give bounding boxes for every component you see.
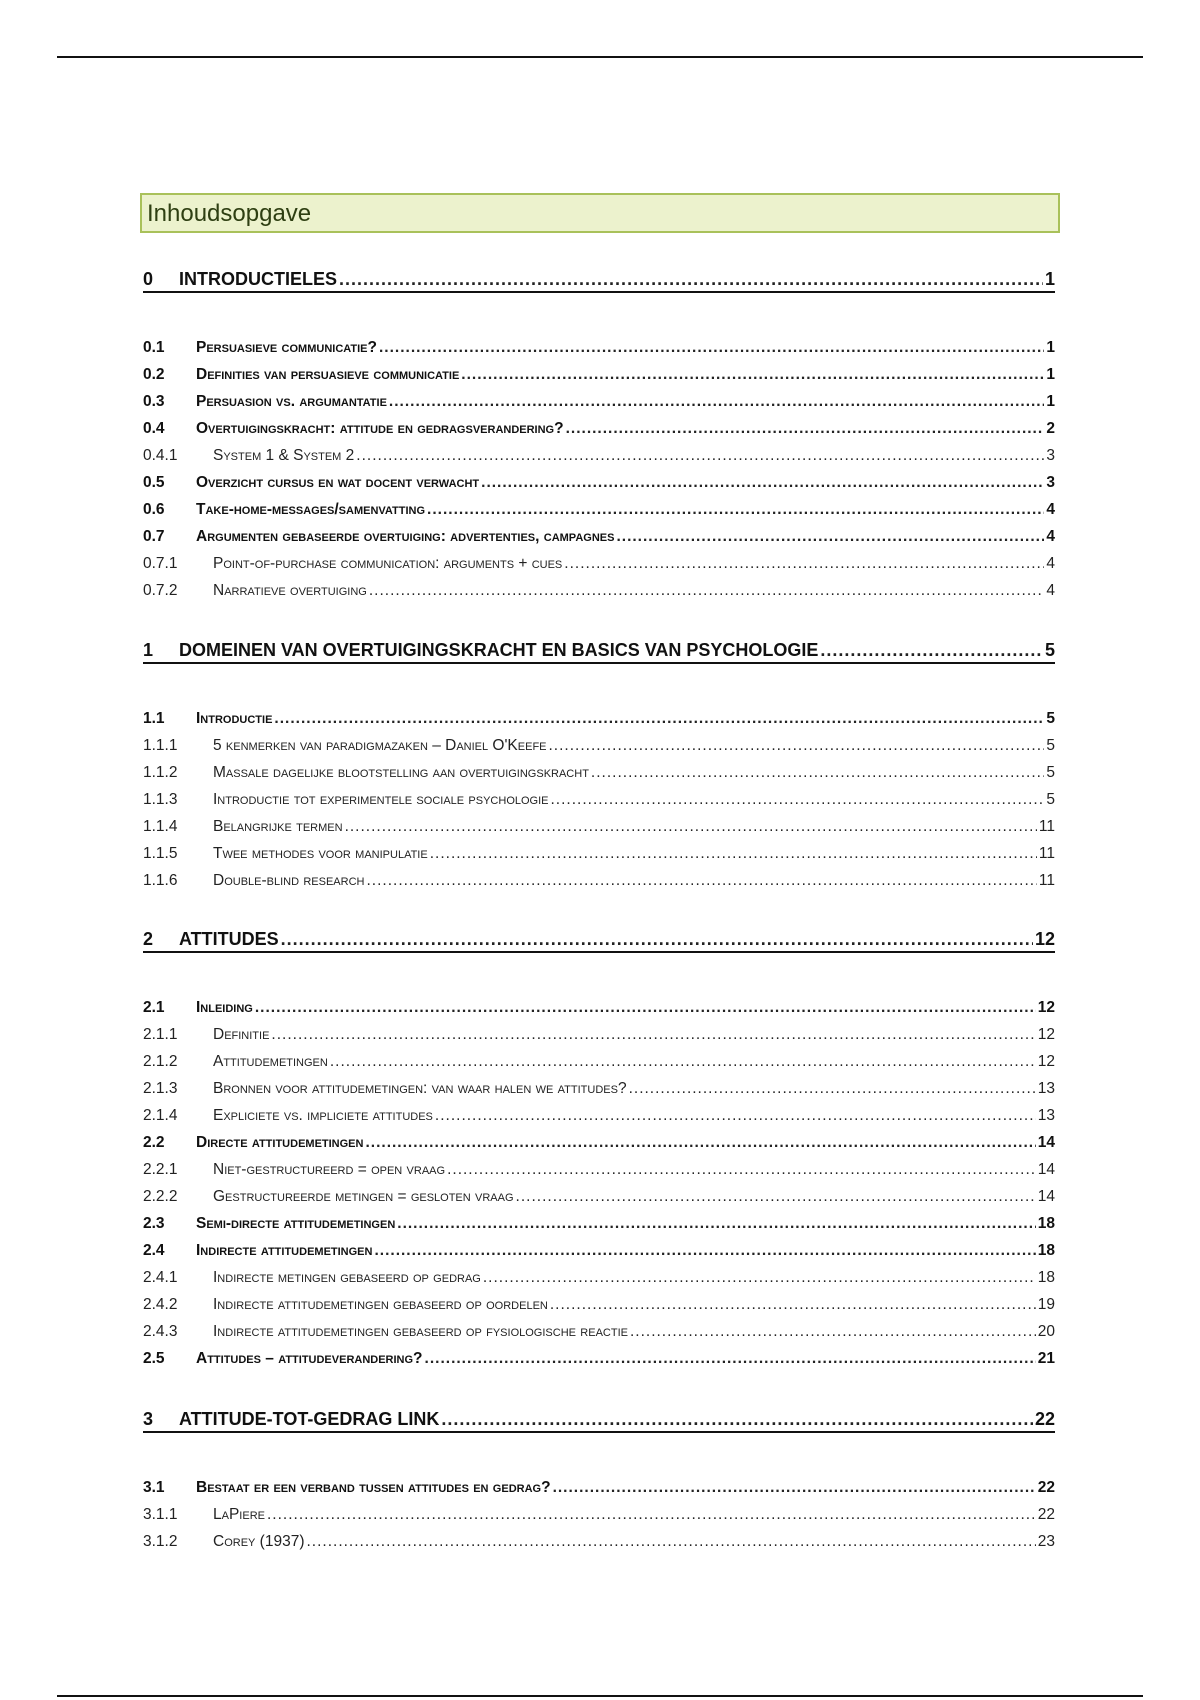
toc-entry[interactable] [143,1024,1055,1046]
toc-entry-page: 4 [1046,555,1055,572]
toc-entry-number: 2.4.3 [143,1323,178,1340]
toc-dot-leader [306,1531,1035,1553]
toc-dot-leader [330,1051,1036,1073]
toc-entry-page: 1 [1044,269,1055,289]
toc-entry-label: Overtuigingskracht: attitude en gedragsverandering? [196,420,564,437]
toc-dot-leader [566,418,1045,440]
toc-entry-page: 22 [1034,1409,1055,1429]
toc-entry-number: 2.2.2 [143,1188,178,1205]
toc-dot-leader [591,762,1044,784]
toc-dot-leader [430,843,1037,865]
toc-entry-page: 11 [1038,845,1055,862]
toc-entry-number: 1.1.3 [143,791,178,808]
toc-entry-page: 11 [1038,818,1055,835]
toc-entry-number: 1.1.1 [143,737,178,754]
toc-entry-number: 1.1.5 [143,845,178,862]
toc-entry[interactable] [143,1267,1055,1289]
toc-entry-number: 2 [143,929,154,949]
toc-entry-page: 13 [1037,1080,1055,1097]
toc-entry-page: 1 [1046,339,1055,356]
footer-rule [57,1695,1143,1697]
toc-entry-label: Indirecte attitudemetingen [196,1242,373,1259]
toc-entry-number: 2.2 [143,1134,165,1151]
toc-entry[interactable] [143,789,1055,811]
toc-entry-label: Expliciete vs. impliciete attitudes [213,1107,433,1124]
toc-entry-label: Twee methodes voor manipulatie [213,845,428,862]
toc-entry-page: 12 [1034,929,1055,949]
toc-dot-leader [483,1267,1036,1289]
toc-entry-label: LaPiere [213,1506,265,1523]
toc-entry[interactable] [143,1132,1055,1154]
toc-entry-page: 13 [1037,1107,1055,1124]
toc-entry-number: 2.4.1 [143,1269,178,1286]
toc-entry-label: Indirecte attitudemetingen gebaseerd op fysiologische reactie [213,1323,628,1340]
toc-entry[interactable] [143,1477,1055,1499]
toc-dot-leader [441,1408,1033,1430]
toc-entry-page: 14 [1037,1134,1055,1151]
toc-entry-page: 2 [1046,420,1055,437]
toc-entry-label: Introductie [196,710,273,727]
toc-dot-leader [271,1024,1035,1046]
toc-entry[interactable] [143,580,1055,602]
toc-entry-page: 23 [1037,1533,1055,1550]
toc-entry-label: Attitudes – attitudeverandering? [196,1350,423,1367]
toc-entry-number: 0.4.1 [143,447,178,464]
toc-entry-page: 4 [1046,501,1055,518]
toc-entry[interactable] [143,337,1055,359]
toc-title-box [140,193,1060,233]
toc-entry[interactable] [143,1240,1055,1262]
toc-entry-label: System 1 & System 2 [213,447,355,464]
toc-entry-number: 2.4 [143,1242,165,1259]
toc-entry-label: Persuasion vs. argumantatie [196,393,387,410]
toc-entry-label: Inleiding [196,999,253,1016]
toc-entry-page: 12 [1037,999,1055,1016]
toc-entry-label: INTRODUCTIELES [179,269,338,289]
toc-dot-leader [516,1186,1036,1208]
toc-entry[interactable] [143,1504,1055,1526]
toc-dot-leader [550,1294,1036,1316]
toc-entry-label: Take-home-messages/samenvatting [196,501,426,518]
toc-entry-number: 2.3 [143,1215,165,1232]
toc-dot-leader [365,1132,1035,1154]
toc-dot-leader [549,735,1045,757]
toc-dot-leader [345,816,1037,838]
toc-entry-number: 2.1.2 [143,1053,178,1070]
toc-entry-label: Bestaat er een verband tussen attitudes en gedrag? [196,1479,551,1496]
toc-entry-number: 0.7.2 [143,582,178,599]
toc-entry[interactable] [143,1159,1055,1181]
toc-entry[interactable] [143,553,1055,575]
toc-entry-page: 12 [1037,1026,1055,1043]
toc-entry[interactable] [143,843,1055,865]
toc-dot-leader [374,1240,1035,1262]
toc-entry-number: 2.1.1 [143,1026,178,1043]
toc-dot-leader [616,526,1044,548]
toc-entry[interactable] [143,1186,1055,1208]
toc-dot-leader [820,639,1043,661]
toc-dot-leader [274,708,1044,730]
toc-entry-number: 2.4.2 [143,1296,178,1313]
toc-entry-label: 5 kenmerken van paradigmazaken – Daniel O'Keefe [213,737,547,754]
toc-entry[interactable] [143,1294,1055,1316]
toc-entry-label: ATTITUDES [179,929,279,949]
toc-entry-number: 0.7.1 [143,555,178,572]
toc-entry[interactable] [143,445,1055,467]
toc-entry[interactable] [143,816,1055,838]
toc-entry-page: 22 [1037,1506,1055,1523]
toc-entry-page: 5 [1046,737,1055,754]
toc-entry-label: Indirecte attitudemetingen gebaseerd op oordelen [213,1296,548,1313]
toc-dot-leader [551,789,1045,811]
toc-entry[interactable] [143,526,1055,548]
toc-entry-number: 0.6 [143,501,165,518]
toc-entry[interactable] [143,391,1055,413]
toc-entry-number: 1.1.2 [143,764,178,781]
toc-dot-leader [379,337,1044,359]
toc-entry[interactable] [143,499,1055,521]
toc-entry-number: 0.4 [143,420,165,437]
toc-entry-page: 3 [1046,474,1055,491]
toc-entry-label: Bronnen voor attitudemetingen: van waar halen we attitudes? [213,1080,627,1097]
toc-entry-label: Double-blind research [213,872,365,889]
toc-dot-leader [397,1213,1035,1235]
toc-entry-number: 0.5 [143,474,165,491]
toc-dot-leader [564,553,1044,575]
toc-entry[interactable] [143,928,1055,953]
toc-title: Inhoudsopgave [147,200,312,227]
toc-entry-number: 2.1.4 [143,1107,178,1124]
toc-entry-label: Semi-directe attitudemetingen [196,1215,396,1232]
toc-entry-label: Directe attitudemetingen [196,1134,364,1151]
toc-entry-number: 0 [143,269,154,289]
toc-entry-page: 14 [1037,1161,1055,1178]
toc-dot-leader [630,1321,1036,1343]
toc-entry-label: Argumenten gebaseerde overtuiging: advertenties, campagnes [196,528,615,545]
toc-entry-page: 4 [1046,582,1055,599]
toc-entry-number: 3 [143,1409,154,1429]
toc-dot-leader [447,1159,1036,1181]
toc-entry-number: 0.3 [143,393,165,410]
toc-entry[interactable] [143,1051,1055,1073]
toc-entry-number: 2.2.1 [143,1161,178,1178]
toc-entry-label: Attitudemetingen [213,1053,328,1070]
toc-entry-number: 3.1 [143,1479,165,1496]
toc-dot-leader [461,364,1044,386]
toc-entry-page: 18 [1037,1215,1055,1232]
toc-entry-page: 12 [1037,1053,1055,1070]
toc-entry-label: DOMEINEN VAN OVERTUIGINGSKRACHT EN BASICS VAN PSYCHOLOGIE [179,640,819,660]
toc-entry-page: 14 [1037,1188,1055,1205]
toc-entry-page: 5 [1046,791,1055,808]
toc-entry[interactable] [143,418,1055,440]
toc-entry[interactable] [143,268,1055,293]
toc-entry-label: Indirecte metingen gebaseerd op gedrag [213,1269,481,1286]
toc-entry-label: Corey (1937) [213,1533,305,1550]
toc-entry-number: 2.1.3 [143,1080,178,1097]
toc-dot-leader [425,1348,1036,1370]
toc-entry-label: ATTITUDE-TOT-GEDRAG LINK [179,1409,440,1429]
toc-entry-page: 4 [1046,528,1055,545]
toc-dot-leader [356,445,1044,467]
toc-entry-number: 1.1.6 [143,872,178,889]
toc-entry-page: 3 [1046,447,1055,464]
toc-dot-leader [267,1504,1036,1526]
toc-entry[interactable] [143,762,1055,784]
toc-entry-number: 3.1.2 [143,1533,178,1550]
toc-entry-label: Belangrijke termen [213,818,343,835]
toc-dot-leader [427,499,1044,521]
toc-entry-number: 0.1 [143,339,165,356]
toc-entry[interactable] [143,1105,1055,1127]
toc-entry[interactable] [143,1213,1055,1235]
toc-dot-leader [435,1105,1036,1127]
toc-entry-label: Narratieve overtuiging [213,582,367,599]
toc-entry[interactable] [143,1078,1055,1100]
toc-dot-leader [553,1477,1036,1499]
toc-entry[interactable] [143,997,1055,1019]
toc-dot-leader [366,870,1036,892]
toc-entry-number: 1.1.4 [143,818,178,835]
toc-entry-number: 3.1.1 [143,1506,178,1523]
toc-entry-page: 18 [1037,1242,1055,1259]
toc-entry-number: 1.1 [143,710,165,727]
toc-entry-page: 1 [1046,366,1055,383]
toc-entry-page: 18 [1037,1269,1055,1286]
toc-entry[interactable] [143,708,1055,730]
toc-entry-label: Persuasieve communicatie? [196,339,377,356]
toc-entry[interactable] [143,1531,1055,1553]
toc-entry-number: 0.7 [143,528,165,545]
toc-entry-label: Point-of-purchase communication: arguments + cues [213,555,563,572]
toc-entry[interactable] [143,364,1055,386]
toc-entry-label: Niet-gestructureerd = open vraag [213,1161,446,1178]
toc-dot-leader [389,391,1044,413]
toc-entry-page: 19 [1037,1296,1055,1313]
toc-entry-page: 20 [1037,1323,1055,1340]
toc-entry-label: Gestructureerde metingen = gesloten vraag [213,1188,514,1205]
toc-dot-leader [629,1078,1036,1100]
toc-dot-leader [255,997,1036,1019]
toc-entry-number: 0.2 [143,366,165,383]
toc-entry-number: 2.1 [143,999,165,1016]
toc-dot-leader [339,268,1043,290]
toc-dot-leader [281,928,1033,950]
toc-entry[interactable] [143,472,1055,494]
toc-dot-leader [481,472,1044,494]
toc-entry[interactable] [143,1408,1055,1433]
toc-entry-number: 1 [143,640,154,660]
toc-dot-leader [369,580,1045,602]
toc-entry-label: Definitie [213,1026,270,1043]
toc-entry-page: 5 [1044,640,1055,660]
toc-entry-label: Massale dagelijke blootstelling aan overtuigingskracht [213,764,589,781]
toc-entry-page: 11 [1038,872,1055,889]
toc-entry[interactable] [143,1321,1055,1343]
toc-entry-page: 5 [1046,764,1055,781]
toc-entry-page: 21 [1037,1350,1055,1367]
toc-entry-page: 22 [1037,1479,1055,1496]
toc-entry-page: 1 [1046,393,1055,410]
toc-entry-number: 2.5 [143,1350,165,1367]
toc-entry[interactable] [143,735,1055,757]
toc-entry[interactable] [143,639,1055,664]
header-rule [57,56,1143,58]
toc-entry[interactable] [143,870,1055,892]
toc-entry-label: Overzicht cursus en wat docent verwacht [196,474,480,491]
toc-entry-label: Introductie tot experimentele sociale psychologie [213,791,549,808]
toc-entry[interactable] [143,1348,1055,1370]
toc-entry-label: Definities van persuasieve communicatie [196,366,460,383]
toc-entry-page: 5 [1046,710,1055,727]
